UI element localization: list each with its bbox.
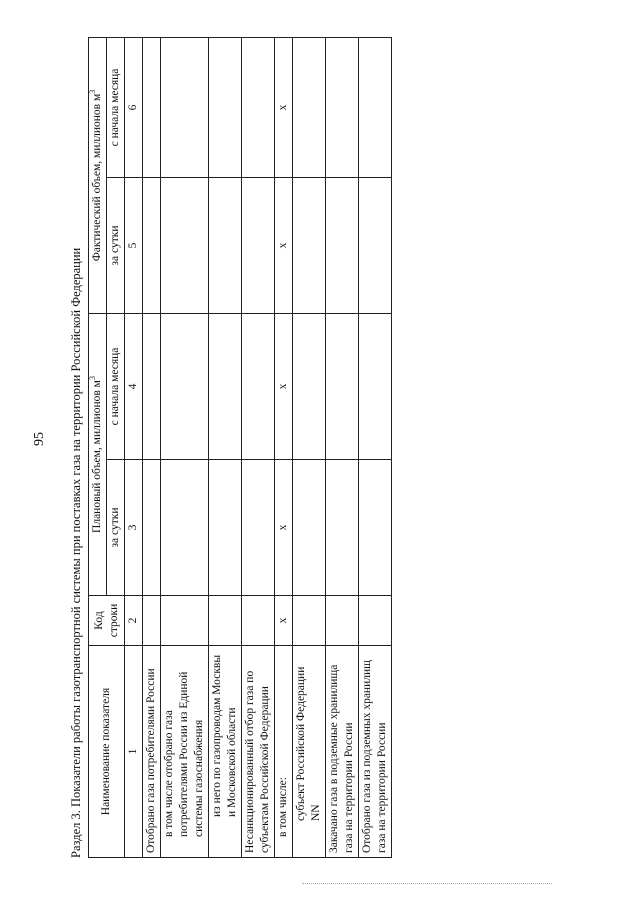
- cell: [161, 460, 209, 596]
- row-name: Отобрано газа потребителями России: [143, 646, 161, 858]
- row-code: [293, 596, 326, 646]
- row-code: x: [275, 596, 293, 646]
- cell: [293, 460, 326, 596]
- cell: [242, 314, 275, 460]
- section-title: Раздел 3. Показатели работы газотранспортной системы при поставках газа на территории Российской Федерации: [69, 247, 83, 858]
- row-name: Несанкционированный отбор газа по субъектам Российской Федерации: [242, 646, 275, 858]
- cell: [359, 460, 392, 596]
- row-code: [326, 596, 359, 646]
- cell: [242, 460, 275, 596]
- cell: [209, 314, 242, 460]
- cell: [326, 460, 359, 596]
- cell: [359, 314, 392, 460]
- table-row: [209, 38, 242, 858]
- cell: [209, 178, 242, 314]
- cell: [242, 178, 275, 314]
- row-name: Закачано газа в подземные хранилища газа на территории России: [326, 646, 359, 858]
- cell: [143, 314, 161, 460]
- cell: [326, 178, 359, 314]
- row-name: из него по газопроводам Москвы и Московской области: [209, 646, 242, 858]
- cell: [209, 460, 242, 596]
- header-actual-since-month: с начала месяца: [107, 38, 125, 178]
- table-row: [242, 38, 275, 858]
- column-number: 3: [125, 460, 143, 596]
- cell: [143, 38, 161, 178]
- cell: [161, 178, 209, 314]
- row-name: в том числе:: [275, 646, 293, 858]
- row-code: [161, 596, 209, 646]
- table-row: [359, 38, 392, 858]
- header-row-code: Код строки: [89, 596, 125, 646]
- cell: [161, 38, 209, 178]
- cell: [326, 314, 359, 460]
- cell: [359, 38, 392, 178]
- column-number: 5: [125, 178, 143, 314]
- cell: [143, 460, 161, 596]
- column-number: 1: [125, 646, 143, 858]
- table-row: [293, 38, 326, 858]
- header-planned-per-day: за сутки: [107, 460, 125, 596]
- header-row-1: [89, 38, 107, 858]
- header-planned-since-month: с начала месяца: [107, 314, 125, 460]
- cell: [143, 178, 161, 314]
- table-row: [143, 38, 161, 858]
- scan-artifact-line: [302, 883, 552, 884]
- row-code: [242, 596, 275, 646]
- table-row: [326, 38, 359, 858]
- rotated-page-content: [64, 38, 388, 858]
- column-number: 2: [125, 596, 143, 646]
- cell: [293, 314, 326, 460]
- cell: [359, 178, 392, 314]
- cell: [242, 38, 275, 178]
- row-code: [359, 596, 392, 646]
- column-number: 6: [125, 38, 143, 178]
- row-name: субъект Российской Федерации NN: [293, 646, 326, 858]
- table-row: [275, 38, 293, 858]
- page-number: 95: [32, 432, 47, 446]
- header-actual-volume: Фактический объем, миллионов $м^3$: [89, 38, 107, 314]
- header-indicator-name: Наименование показателя: [89, 646, 125, 858]
- gas-indicators-table: [88, 37, 392, 858]
- header-actual-per-day: за сутки: [107, 178, 125, 314]
- cell: [293, 178, 326, 314]
- cell: x: [275, 314, 293, 460]
- row-name: Отобрано газа из подземных хранилищ газа на территории России: [359, 646, 392, 858]
- cell: [326, 38, 359, 178]
- row-code: [143, 596, 161, 646]
- column-number-row: [125, 38, 143, 858]
- cell: [209, 38, 242, 178]
- header-planned-volume: Плановый объем, миллионов $м^3$: [89, 314, 107, 596]
- row-name: в том числе отобрано газа потребителями России из Единой системы газоснабжения: [161, 646, 209, 858]
- column-number: 4: [125, 314, 143, 460]
- cell: x: [275, 178, 293, 314]
- cell: x: [275, 460, 293, 596]
- cell: x: [275, 38, 293, 178]
- table-row: [161, 38, 209, 858]
- row-code: [209, 596, 242, 646]
- cell: [161, 314, 209, 460]
- cell: [293, 38, 326, 178]
